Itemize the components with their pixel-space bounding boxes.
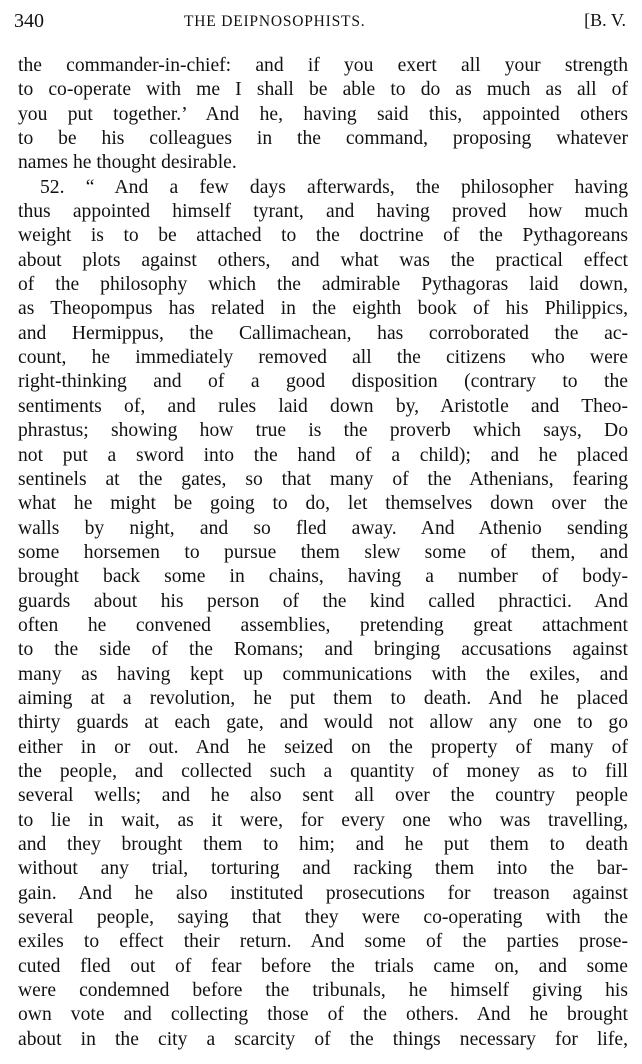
text-line: several wells; and he also sent all over the country people [18,785,628,807]
text-line: gain. And he also instituted prosecutions for treason against [18,882,628,904]
text-line: you put together.’ And he, having said this, appointed others [18,103,628,125]
text-line: many as having kept up communications with the exiles, and [18,663,628,685]
body-text [18,54,628,1052]
text-line: the people, and collected such a quantity of money as to fill [18,760,628,782]
text-line: guards about his person of the kind called phractici. And [18,590,628,612]
text-line: names he thought desirable. [18,152,237,174]
text-line: several people, saying that they were co-operating with the [18,907,628,929]
text-line: what he might be going to do, let themselves down over the [18,493,628,515]
text-line: exiles to effect their return. And some of the parties prose- [18,931,628,953]
text-line: weight is to be attached to the doctrine of the Pythagoreans [18,225,628,247]
text-line: not put a sword into the hand of a child); and he placed [18,444,628,466]
text-line: sentiments of, and rules laid down by, Aristotle and Theo- [18,395,628,417]
text-line: of the philosophy which the admirable Pythagoras laid down, [18,274,628,296]
text-line: without any trial, torturing and racking them into the bar- [18,858,628,880]
text-line: phrastus; showing how true is the proverb which says, Do [18,420,628,442]
text-line: count, he immediately removed all the citizens who were [18,347,628,369]
text-line: were condemned before the tribunals, he himself giving his [18,980,628,1002]
text-line: and Hermippus, the Callimachean, has corroborated the ac- [18,322,628,344]
text-line: as Theopompus has related in the eighth book of his Philippics, [18,298,628,320]
text-line: right-thinking and of a good disposition (contrary to the [18,371,628,393]
text-line: cuted fled out of fear before the trials came on, and some [18,955,628,977]
text-line: aiming at a revolution, he put them to death. And he placed [18,687,628,709]
text-line: and they brought them to him; and he put them to death [18,834,628,855]
text-line: about in the city a scarcity of the things necessary for life, [18,1028,628,1050]
text-line: own vote and collecting those of the others. And he brought [18,1004,628,1026]
text-line: thirty guards at each gate, and would not allow any one to go [18,712,628,734]
text-line: to co-operate with me I shall be able to do as much as all of [18,79,628,101]
text-line: walls by night, and so fled away. And Athenio sending [18,517,628,539]
text-line: to lie in wait, as it were, for every one who was travelling, [18,809,628,831]
text-line: about plots against others, and what was the practical effect [18,249,628,271]
text-line: either in or out. And he seized on the property of many of [18,736,628,758]
text-line: the commander-in-chief: and if you exert all your strength [18,55,628,76]
text-line: some horsemen to pursue them slew some of them, and [18,541,628,563]
running-title: THE DEIPNOSOPHISTS. [184,13,366,30]
text-line: to be his colleagues in the command, proposing whatever [18,128,628,150]
running-header [14,10,628,40]
text-line: brought back some in chains, having a number of body- [18,566,628,588]
page-number: 340 [14,10,44,32]
text-line: to the side of the Romans; and bringing accusations against [18,639,628,661]
text-line: often he convened assemblies, pretending great attachment [18,614,628,636]
book-reference: [B. V. [584,10,626,30]
text-line: sentinels at the gates, so that many of the Athenians, fearing [18,468,628,490]
text-line: thus appointed himself tyrant, and having proved how much [18,201,628,223]
paragraph-start-line: 52. “ And a few days afterwards, the philosopher having [40,176,628,198]
